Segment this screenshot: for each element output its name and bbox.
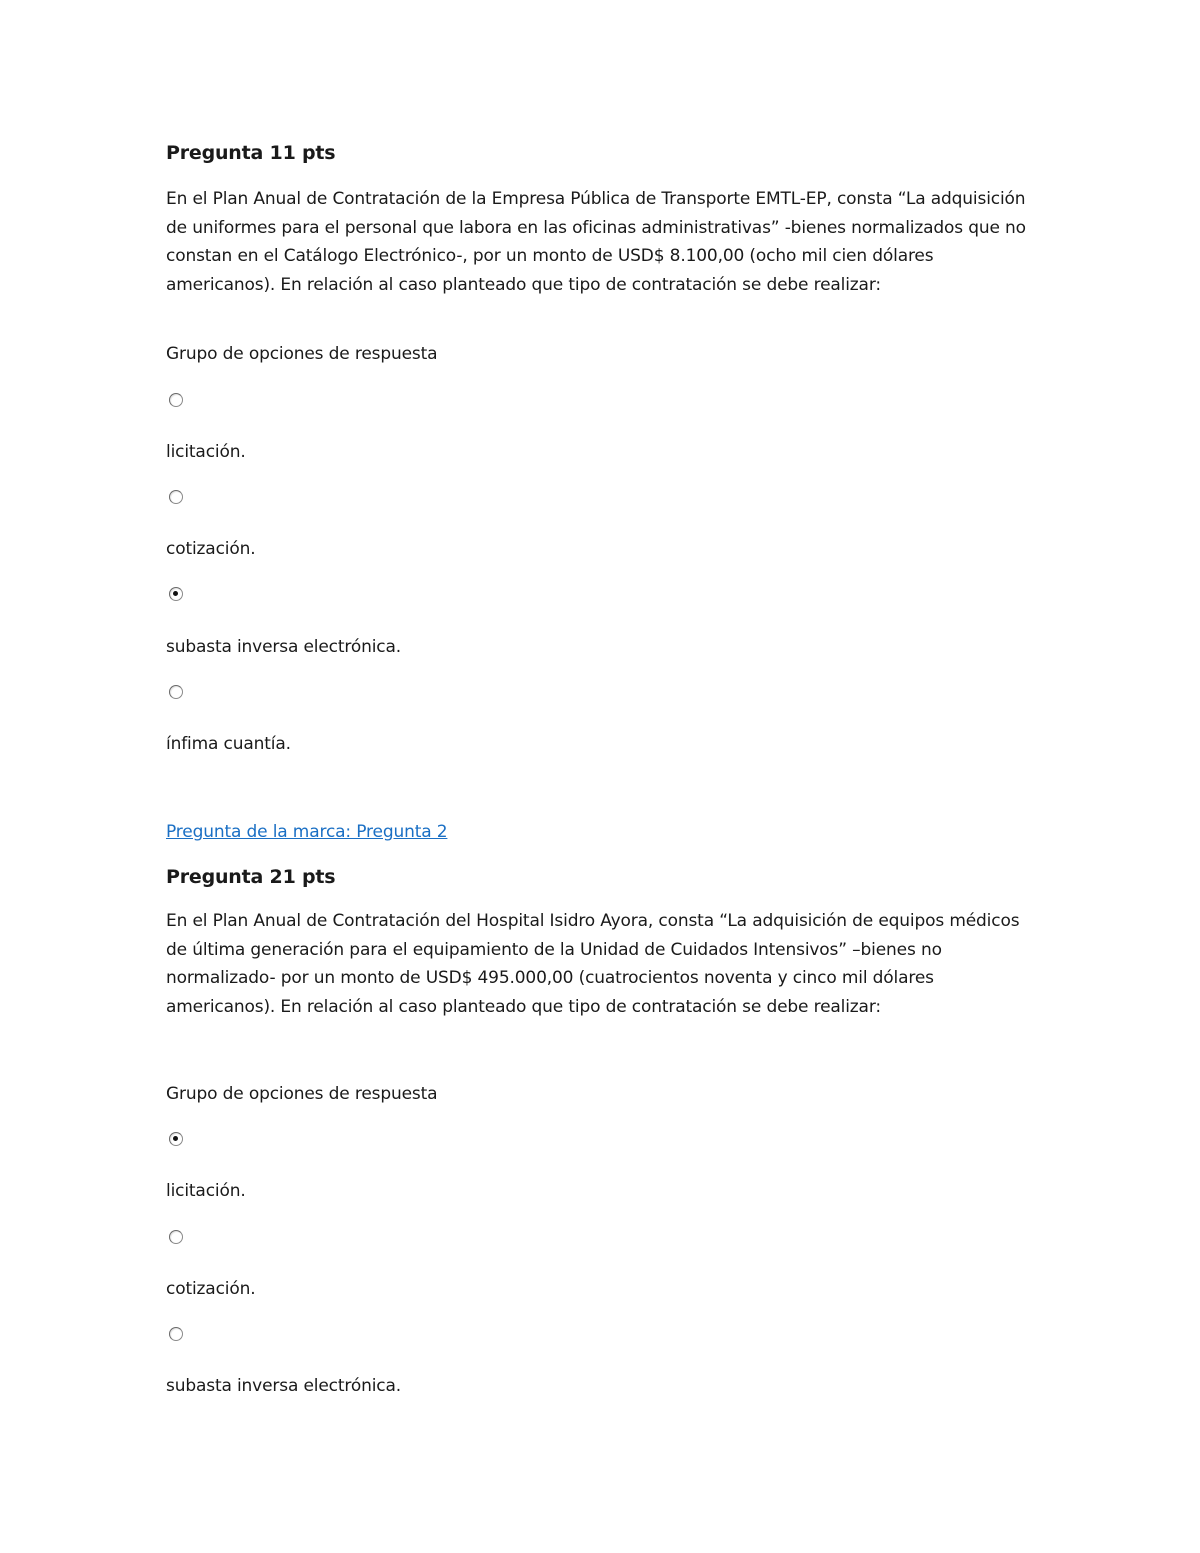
question-1-option-1-radio[interactable] — [169, 393, 183, 407]
question-2-option-2-label: cotización. — [166, 1279, 256, 1299]
question-1-option-4-label: ínfima cuantía. — [166, 734, 291, 754]
question-2-option-3-radio[interactable] — [169, 1327, 183, 1341]
question-1-group-label: Grupo de opciones de respuesta — [166, 344, 438, 364]
question-1-option-2-label: cotización. — [166, 539, 256, 559]
question-1-title: Pregunta 11 pts — [166, 142, 336, 164]
question-1-option-2-radio[interactable] — [169, 490, 183, 504]
question-2-text: En el Plan Anual de Contratación del Hospital Isidro Ayora, consta “La adquisición de equipos médicos de última generación para el equipamiento de la Unidad de Cuidados Intensivos” –bienes no normalizado- por un monto de USD$ 495.000,00 (cuatrocientos noventa y cinco mil dólares americanos). En relación al caso planteado que tipo de contratación se debe realizar: — [166, 911, 1020, 1017]
question-1-option-4-radio[interactable] — [169, 685, 183, 699]
question-2-option-3-label: subasta inversa electrónica. — [166, 1376, 402, 1396]
question-1-text: En el Plan Anual de Contratación de la Empresa Pública de Transporte EMTL-EP, consta “La adquisición de uniformes para el personal que labora en las oficinas administrativas” -bienes normalizados que no constan en el Catálogo Electrónico-, por un monto de USD$ 8.100,00 (ocho mil cien dólares americanos). En relación al caso planteado que tipo de contratación se debe realizar: — [166, 189, 1026, 295]
question-1-option-3-label: subasta inversa electrónica. — [166, 637, 402, 657]
question-2-option-2-radio[interactable] — [169, 1230, 183, 1244]
question-2-option-1-radio[interactable] — [169, 1132, 183, 1146]
question-2-group-label: Grupo de opciones de respuesta — [166, 1084, 438, 1104]
question-2-option-1-label: licitación. — [166, 1181, 246, 1201]
question-1-option-1-label: licitación. — [166, 442, 246, 462]
question-2-title: Pregunta 21 pts — [166, 866, 336, 888]
question-1-option-3-radio[interactable] — [169, 587, 183, 601]
flag-question-2-link[interactable]: Pregunta de la marca: Pregunta 2 — [166, 822, 448, 842]
